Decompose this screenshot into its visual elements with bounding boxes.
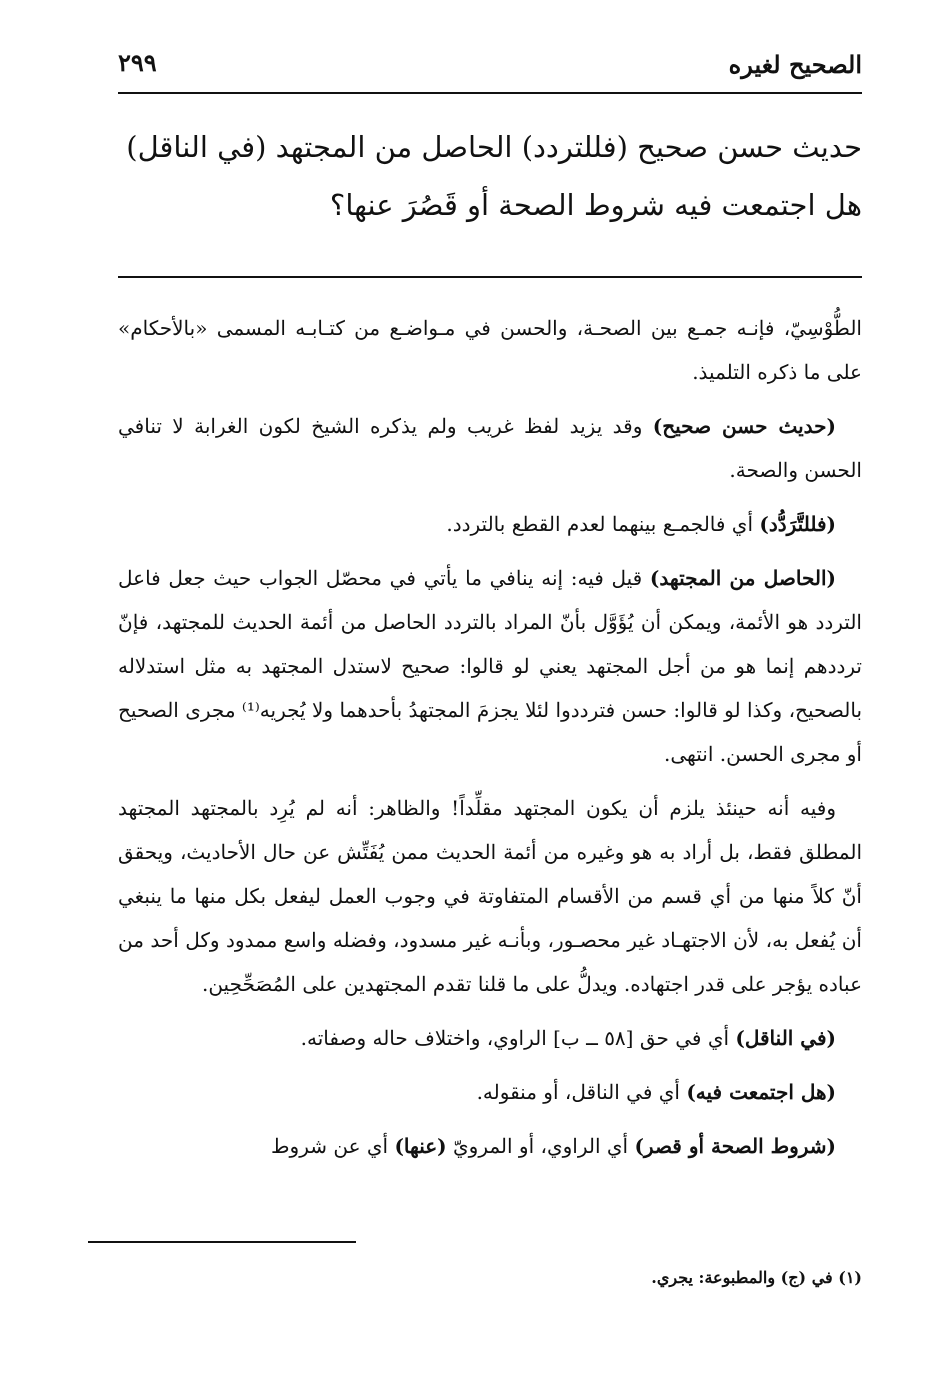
- paragraph-text: الطُّوْسِيّ، فإنـه جمـع بين الصحـة، والحسن في مـواضـع من كتـابـه المسمى «بالأحكام» على ما ذكره التلميذ.: [118, 316, 862, 384]
- main-text-line-1: حديث حسن صحيح (فللتردد) الحاصل من المجتهد (في الناقل): [126, 130, 862, 164]
- commentary-paragraph: [118, 1070, 862, 1114]
- paragraph-text: أي في الناقل، أو منقوله.: [476, 1080, 687, 1104]
- paragraph-text: أي في حق [٥٨ ــ ب] الراوي، واختلاف حاله وصفاته.: [300, 1026, 736, 1050]
- section-divider: [118, 276, 862, 278]
- footnote-divider: [88, 1241, 356, 1243]
- paragraph-text: أي عن شروط: [271, 1134, 395, 1158]
- paragraph-text: أي فالجمـع بينهما لعدم القطع بالتردد.: [446, 512, 760, 536]
- commentary-paragraph: [118, 404, 862, 492]
- lemma: (هل اجتمعت فيه): [686, 1080, 836, 1104]
- footnote: (١) في (ج) والمطبوعة: يجري.: [651, 1268, 862, 1287]
- commentary-paragraph: [118, 306, 862, 394]
- main-text-line-2: هل اجتمعت فيه شروط الصحة أو قَصُرَ عنها؟: [329, 188, 862, 222]
- running-title: الصحيح لغيره: [728, 50, 862, 79]
- commentary: [118, 306, 862, 1178]
- paragraph-text: قيل فيه: إنه ينافي ما يأتي في محصّل الجواب حيث جعل فاعل التردد هو الأئمة، ويمكن أن يُؤَوَّل بأنّ المراد بالتردد الحاصل من أئمة الحديث للمجتهد، فإنّ ترددهم إنما هو من أجل المجتهد يعني لو قالوا: صحيح لاستدل المجتهد به مثل استدلاله بالصحيح، وكذا لو قالوا: حسن فترددوا لئلا يجزمَ المجتهدُ بأحدهما ولا يُجريه⁽¹⁾ مجرى الصحيح أو مجرى الحسن. انتهى.: [118, 566, 863, 766]
- commentary-paragraph: [118, 1016, 862, 1060]
- page-number: ٢٩٩: [118, 48, 157, 77]
- paragraph-text: وقد يزيد لفظ غريب ولم يذكره الشيخ لكون الغرابة لا تنافي الحسن والصحة.: [118, 414, 862, 482]
- commentary-paragraph: [118, 786, 862, 1006]
- lemma: (شروط الصحة أو قصر): [634, 1134, 836, 1158]
- lemma: (فللتَّرَدُّد): [759, 512, 836, 536]
- paragraph-text: وفيه أنه حينئذ يلزم أن يكون المجتهد مقلِّداً! والظاهر: أنه لم يُرِد بالمجتهد المجتهد المطلق فقط، بل أراد به هو وغيره من أئمة الحديث ممن يُفَتِّش عن حال الأحاديث، ويحقق أنّ كلاً منها من أي قسم من الأقسام المتفاوتة في وجوب العمل ليفعل بكل منها ما ينبغي أن يُفعل به، لأن الاجتهـاد غير محصـور، وبأنـه غير مسدود، وفضله واسع ممدود وكل أحد من عباده يؤجر على قدر اجتهاده. ويدلُّ على ما قلنا تقدم المجتهدين على المُصَحِّحِين.: [118, 796, 862, 996]
- main-text: [118, 118, 862, 234]
- paragraph-text: أي الراوي، أو المرويّ: [446, 1134, 635, 1158]
- lemma: (الحاصل من المجتهد): [649, 566, 836, 590]
- page-header: [118, 40, 862, 94]
- commentary-paragraph: [118, 556, 862, 776]
- lemma: (في الناقل): [735, 1026, 836, 1050]
- commentary-paragraph: [118, 502, 862, 546]
- lemma: (حديث حسن صحيح): [652, 414, 837, 438]
- lemma: (عنها): [394, 1134, 447, 1158]
- commentary-paragraph: [118, 1124, 862, 1168]
